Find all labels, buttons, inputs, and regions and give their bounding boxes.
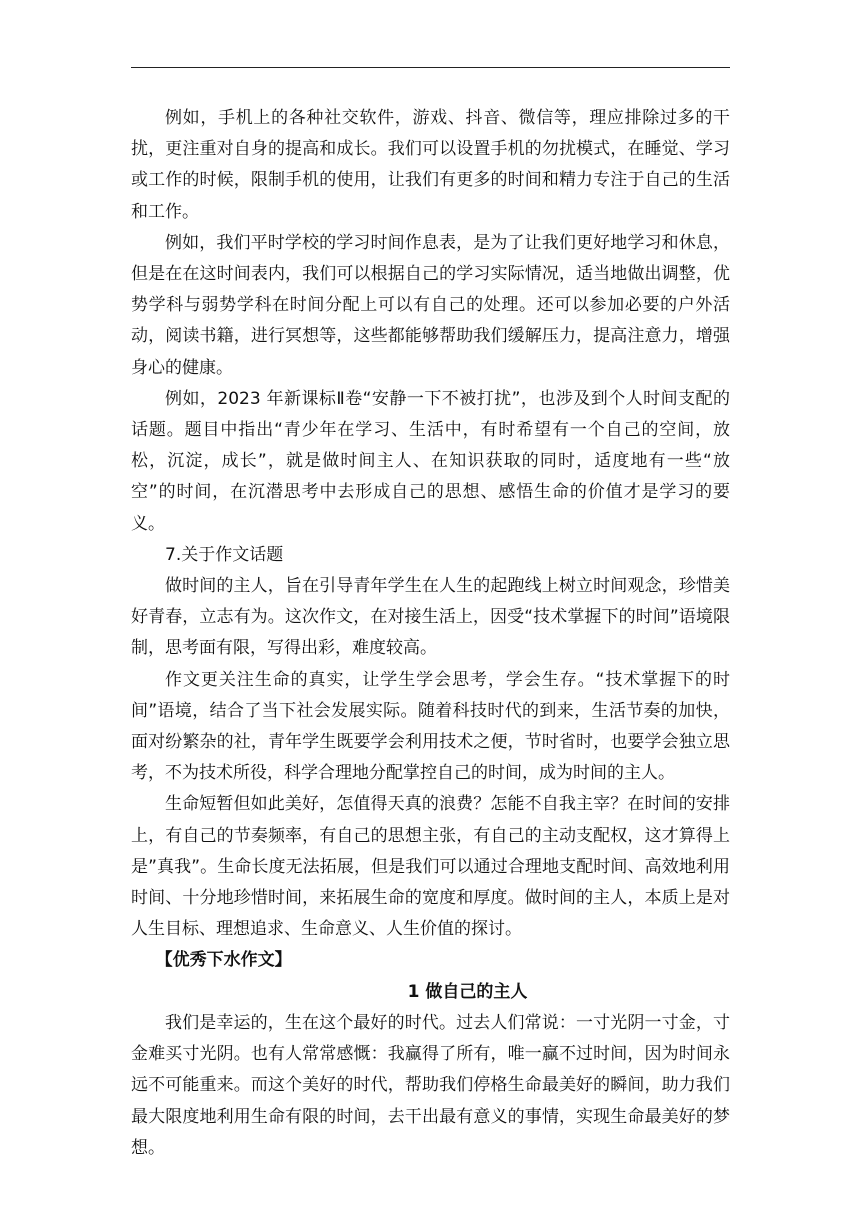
- essay-title: 1 做自己的主人: [407, 981, 528, 1002]
- paragraph-exam-topic: 例如，2023 年新课标Ⅱ卷“安静一下不被打扰”，也涉及到个人时间支配的话题。题目中指出“青少年在学习、生活中，有时希望有一个自己的空间，放松，沉淀，成长”，就是做时间主人、在知识获取的同时，适度地有一些“放空”的时间，在沉潜思考中去形成自己的思想、感悟生命的价值才是学习的要义。: [131, 388, 730, 534]
- paragraph-life-truth: 作文更关注生命的真实，让学生学会思考，学会生存。“技术掌握下的时间”语境，结合了当下社会发展实际。随着科技时代的到来，生活节奏的加快，面对纷繁杂的社，青年学生既要学会利用技术之便，节时省时，也要学会独立思考，不为技术所役，科学合理地分配掌控自己的时间，成为时间的主人。: [131, 669, 730, 784]
- paragraph-study-schedule: 例如，我们平时学校的学习时间作息表，是为了让我们更好地学习和休息，但是在在这时间表内，我们可以根据自己的学习实际情况，适当地做出调整，优势学科与弱势学科在时间分配上可以有自己的处理。还可以参加必要的户外活动，阅读书籍，进行冥想等，这些都能够帮助我们缓解压力，提高注意力，增强身心的健康。: [131, 232, 730, 378]
- featured-essay-heading: 【优秀下水作文】: [155, 950, 292, 971]
- paragraph-essay-opening: 我们是幸运的，生在这个最好的时代。过去人们常说：一寸光阴一寸金，寸金难买寸光阴。也有人常常感慨：我赢得了所有，唯一赢不过时间，因为时间永远不可能重来。而这个美好的时代，帮助我们停格生命最美好的瞬间，助力我们最大限度地利用生命有限的时间，去干出最有意义的事情，实现生命最美好的梦想。: [131, 1012, 730, 1158]
- header-rule: [131, 67, 730, 68]
- document-body: [131, 103, 730, 1164]
- section-heading: 7.关于作文话题: [165, 544, 284, 565]
- paragraph-topic-intro: 做时间的主人，旨在引导青年学生在人生的起跑线上树立时间观念，珍惜美好青春，立志有为。这次作文，在对接生活上，因受“技术掌握下的时间”语境限制，思考面有限，写得出彩，难度较高。: [131, 576, 730, 659]
- paragraph-social-apps: 例如，手机上的各种社交软件，游戏、抖音、微信等，理应排除过多的干扰，更注重对自身的提高和成长。我们可以设置手机的勿扰模式，在睡觉、学习或工作的时候，限制手机的使用，让我们有更多的时间和精力专注于自己的生活和工作。: [131, 108, 730, 222]
- paragraph-life-brief: 生命短暂但如此美好，怎值得天真的浪费？怎能不自我主宰？在时间的安排上，有自己的节奏频率，有自己的思想主张，有自己的主动支配权，这才算得上是”真我”。生命长度无法拓展，但是我们可以通过合理地支配时间、高效地利用时间、十分地珍惜时间，来拓展生命的宽度和厚度。做时间的主人，本质上是对人生目标、理想追求、生命意义、人生价值的探讨。: [131, 794, 730, 940]
